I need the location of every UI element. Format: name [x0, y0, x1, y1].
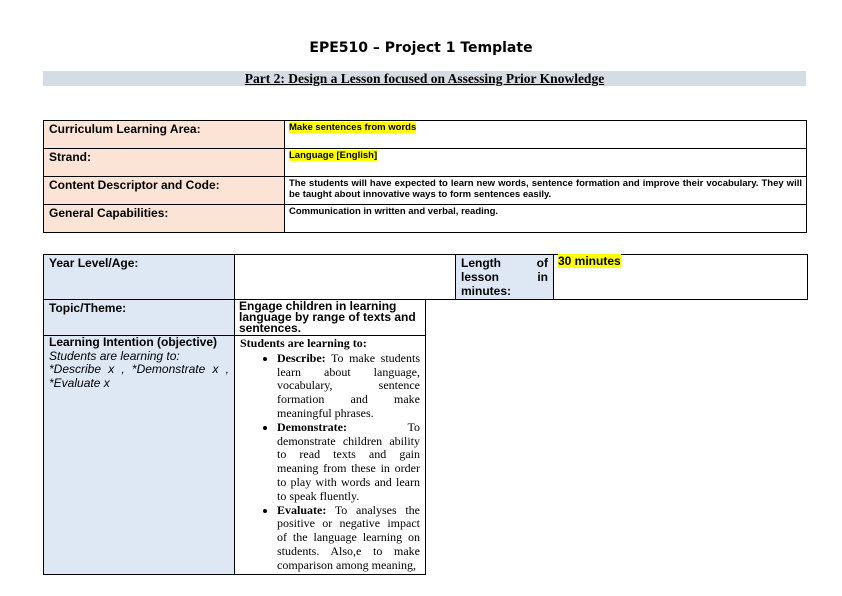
objectives-heading: Students are learning to: [240, 336, 367, 350]
content-descriptor-value: The students will have expected to learn new words, sentence formation and improve their vocabulary. They will be taught about innovative ways to form sentences easily. [285, 177, 807, 205]
topic-label: Topic/Theme: [44, 300, 235, 336]
objective-text: To make students learn about language, vocabulary, sentence formation and make meaningful phrases. [277, 350, 420, 420]
list-item [277, 421, 420, 504]
lesson-length-label [456, 255, 554, 300]
label-word: of [536, 256, 548, 270]
learning-intention-label [44, 336, 235, 575]
strand-value [285, 149, 807, 177]
highlighted-text: 30 minutes [558, 254, 621, 268]
table-row [44, 177, 807, 205]
general-capabilities-label: General Capabilities: [44, 205, 285, 233]
list-item [277, 504, 420, 573]
label-word: in [537, 270, 548, 284]
highlighted-text: Language [English] [289, 150, 378, 161]
highlighted-text: Make sentences from words [289, 122, 417, 133]
table-row [44, 336, 808, 575]
empty-area [426, 336, 808, 575]
table-row [44, 149, 807, 177]
label-word: Length [461, 256, 501, 270]
objective-term: Evaluate: [277, 502, 327, 517]
label-word: minutes: [461, 284, 512, 298]
objective-term: Demonstrate: [277, 419, 347, 434]
objectives-list [240, 352, 420, 573]
year-level-label: Year Level/Age: [44, 255, 235, 300]
general-capabilities-value: Communication in written and verbal, reading. [285, 205, 807, 233]
list-item [277, 352, 420, 421]
part-heading: Part 2: Design a Lesson focused on Assessing Prior Knowledge [43, 71, 806, 86]
year-level-value [235, 255, 456, 300]
objective-text: To analyses the positive or negative impact of the language learning on students. Also,e to make comparison among meaning, [277, 502, 420, 572]
curriculum-table [43, 120, 807, 233]
intention-subtitle: Students are learning to: [49, 348, 180, 363]
curriculum-area-label: Curriculum Learning Area: [44, 121, 285, 149]
intention-verbs: *Describe x , *Demonstrate x , *Evaluate x [49, 362, 229, 390]
objective-term: Describe: [277, 350, 326, 365]
label-word: lesson [461, 270, 500, 284]
objective-text: To demonstrate children ability to read texts and gain meaning from these in order to play with words and learn to speak fluently. [277, 419, 420, 503]
strand-label: Strand: [44, 149, 285, 177]
content-descriptor-label: Content Descriptor and Code: [44, 177, 285, 205]
table-row [44, 300, 808, 336]
curriculum-area-value [285, 121, 807, 149]
table-row [44, 205, 807, 233]
topic-value: Engage children in learning language by range of texts and sentences. [235, 300, 426, 336]
lesson-table [43, 254, 808, 575]
empty-area [426, 300, 808, 336]
table-row [44, 255, 808, 300]
table-row [44, 121, 807, 149]
intention-title: Learning Intention (objective) [49, 335, 218, 349]
learning-intention-value [235, 336, 426, 575]
document-title: EPE510 – Project 1 Template [309, 40, 533, 56]
lesson-length-value [554, 255, 808, 300]
